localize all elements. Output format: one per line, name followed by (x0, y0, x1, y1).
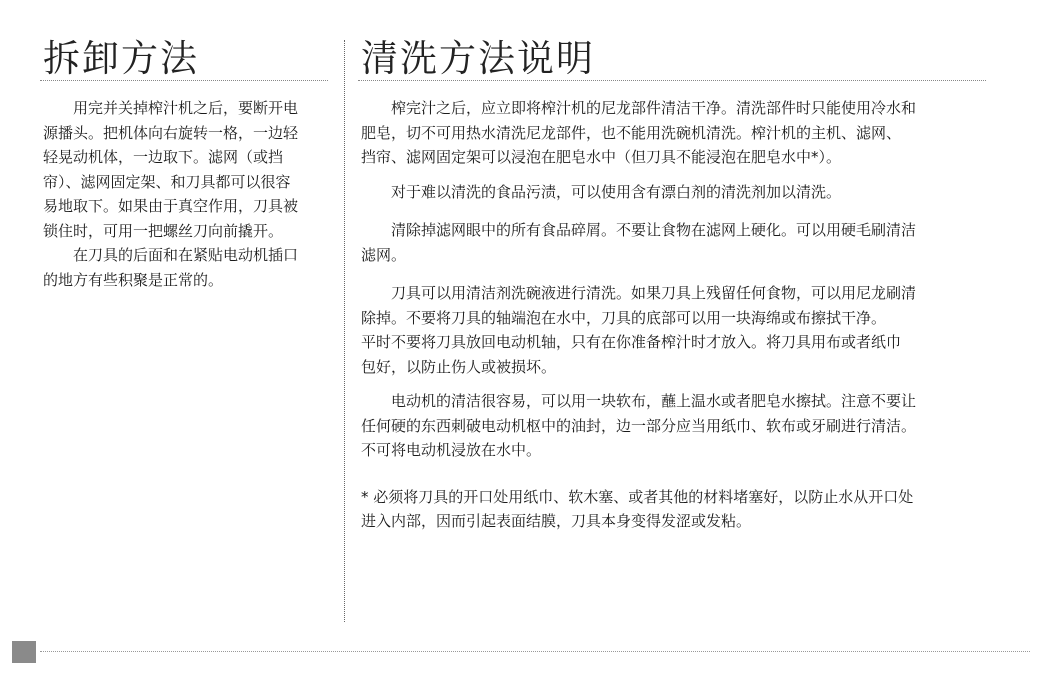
disassembly-paragraph: 用完并关掉榨汁机之后，要断开电 源播头。把机体向右旋转一格，一边轻 轻晃动机体，一边取下。滤网（或挡 帘）、滤网固定架、和刀具都可以很容 易地取下。如果由于真空作用，刀具被 锁住时，可用一把螺丝刀向前撬开。 (43, 99, 299, 240)
disassembly-paragraph: 在刀具的后面和在紧贴电动机插口 的地方有些积聚是正常的。 (43, 246, 299, 289)
footnote-paragraph: * 必须将刀具的开口处用纸巾、软木塞、或者其他的材料堵塞好，以防止水从开口处 进入内部，因而引起表面结膜，刀具本身变得发涩或发粘。 (361, 487, 914, 530)
cleaning-paragraph: 清除掉滤网眼中的所有食品碎屑。不要让食物在滤网上硬化。可以用硬毛刷清洁 滤网。 (361, 221, 917, 264)
cleaning-column (361, 96, 989, 534)
cleaning-paragraph: 对于难以清洗的食品污渍，可以使用含有漂白剂的清洗剂加以清洗。 (391, 182, 842, 201)
title-underline-right (358, 80, 986, 81)
column-divider (344, 40, 345, 622)
footer-dotted-rule (40, 651, 1030, 652)
cleaning-paragraph: 榨完汁之后，应立即将榨汁机的尼龙部件清洁干净。清洗部件时只能使用冷水和 肥皂，切不可用热水清洗尼龙部件，也不能用洗碗机清洗。榨汁机的主机、滤网、 挡帘、滤网固定架可以浸泡在肥皂水中（但刀具不能浸泡在肥皂水中*）。 (361, 99, 917, 166)
page-marker-square (12, 641, 36, 663)
disassembly-title: 拆卸方法 (43, 37, 199, 80)
title-underline-left (40, 80, 328, 81)
cleaning-paragraph: 平时不要将刀具放回电动机轴，只有在你准备榨汁时才放入。将刀具用布或者纸巾 包好，以防止伤人或被损坏。 (361, 333, 902, 376)
disassembly-column (43, 96, 333, 292)
cleaning-instructions-title: 清洗方法说明 (361, 37, 595, 80)
cleaning-paragraph: 电动机的清洁很容易，可以用一块软布，蘸上温水或者肥皂水擦拭。注意不要让 任何硬的东西刺破电动机枢中的油封，边一部分应当用纸巾、软布或牙刷进行清洁。 不可将电动机浸放在水中。 (361, 392, 917, 459)
cleaning-paragraph: 刀具可以用清洁剂洗碗液进行清洗。如果刀具上残留任何食物，可以用尼龙刷清 除掉。不要将刀具的轴端泡在水中，刀具的底部可以用一块海绵或布擦拭干净。 (361, 284, 917, 327)
